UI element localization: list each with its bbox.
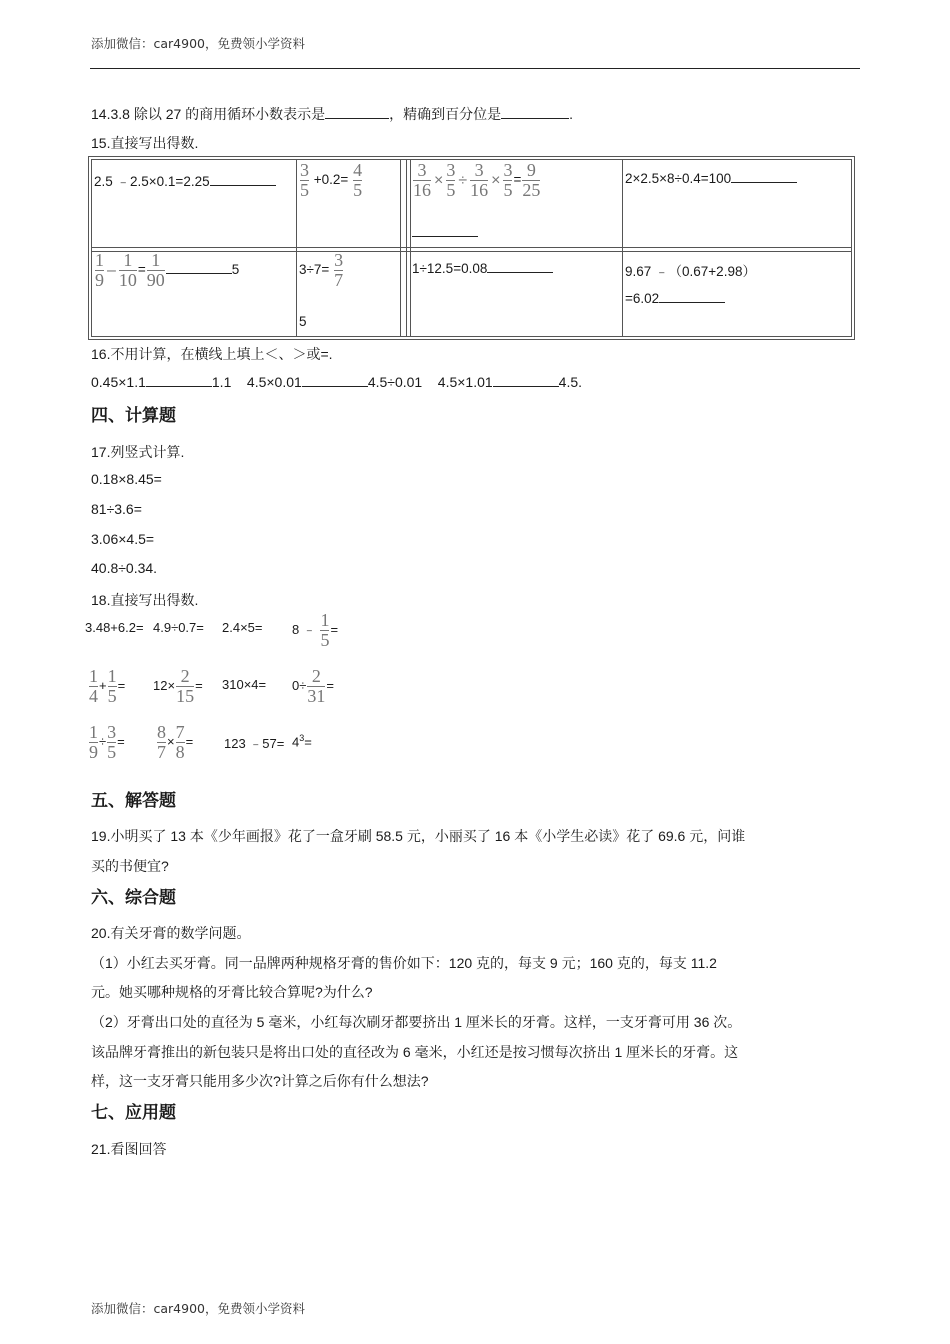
times-sign-2: × [491, 171, 501, 189]
q18-b1-eq: = [117, 677, 126, 693]
q18-b2-text: 12× [153, 677, 176, 693]
q14-blank-1[interactable] [325, 106, 389, 119]
section-4-heading: 四、计算题 [91, 406, 176, 426]
q19-line-1: 19.小明买了 13 本《少年画报》花了一盒牙刷 58.5 元，小丽买了 16 本《小学生必读》花了 69.6 元，问谁 [91, 828, 746, 844]
q18-title: 18.直接写出得数. [91, 592, 199, 608]
fraction-1-5b: $\frac{1}{5}$ [107, 666, 117, 706]
q15-r2c1 [94, 252, 239, 289]
divide-sign: ÷ [458, 171, 468, 189]
section-6-heading: 六、综合题 [91, 888, 176, 908]
fraction-4-5: $\frac{4}{5}$ [353, 160, 363, 200]
fraction-3-5b: $\frac{3}{5}$ [446, 160, 456, 200]
times-sign-3: × [167, 733, 175, 749]
page-header: 添加微信：car4900，免费领小学资料 [91, 36, 305, 51]
q18-a3: 2.4×5= [222, 620, 263, 635]
q15-r2c4-a: 9.67 ﹣（0.67+2.98） [625, 264, 756, 279]
q15-r2c2-text: 3÷7= [299, 262, 330, 278]
q16-blank-3[interactable] [493, 374, 559, 387]
q20-p2-line-3: 样，这一支牙膏只能用多少次?计算之后你有什么想法? [91, 1073, 429, 1089]
fraction-7-8: $\frac{7}{8}$ [175, 722, 185, 762]
q15-r1c4-text: 2×2.5×8÷0.4=100 [625, 171, 732, 186]
q18-b2 [153, 668, 203, 705]
fraction-3-16: $\frac{3}{16}$ [413, 160, 431, 200]
fraction-1-4: $\frac{1}{4}$ [89, 666, 98, 706]
q15-r1c3 [412, 162, 541, 199]
q18-a4 [292, 612, 338, 649]
q16-title: 16.不用计算，在横线上填上＜、＞或=. [91, 346, 333, 362]
q15-r2c1-eq: = [137, 262, 146, 278]
fraction-3-16b: $\frac{3}{16}$ [470, 160, 489, 200]
q18-a2: 4.9÷0.7= [153, 620, 204, 635]
q16-item3-right: 4.5. [558, 374, 583, 390]
fraction-1-90: $\frac{1}{90}$ [146, 250, 165, 290]
q18-c4 [292, 733, 312, 749]
fraction-1-9: $\frac{1}{9}$ [95, 250, 104, 290]
fraction-1-9b: $\frac{1}{9}$ [89, 722, 98, 762]
q16-items [91, 374, 582, 390]
fraction-2-31: $\frac{2}{31}$ [307, 666, 326, 706]
q18-b4-text: 0÷ [292, 677, 307, 693]
q15-r1c3-answer [412, 224, 478, 240]
q20-p1-line-1: （1）小红去买牙膏。同一品牌两种规格牙膏的售价如下：120 克的，每支 9 元；160 克的，每支 11.2 [91, 955, 717, 971]
q15-r2c4-b [625, 290, 725, 306]
q18-c4-eq: = [304, 734, 312, 750]
q18-b4-eq: = [326, 677, 334, 693]
q18-c2 [156, 724, 193, 761]
q15-title: 15.直接写出得数. [91, 135, 199, 151]
fraction-3-7: $\frac{3}{7}$ [334, 250, 344, 290]
q18-c3: 123 ﹣57= [224, 736, 285, 751]
question-14 [91, 104, 573, 124]
q18-a4-text: 8 ﹣ [292, 621, 316, 637]
q15-table [88, 156, 855, 340]
q15-r2c1-tail: 5 [231, 262, 240, 278]
q14-text-c: . [569, 106, 574, 122]
q19-line-2: 买的书便宜? [91, 858, 169, 874]
q20-p1-line-2: 元。她买哪种规格的牙膏比较合算呢?为什么? [91, 984, 373, 1000]
q15-r2c3-blank[interactable] [487, 260, 553, 273]
q18-b4 [292, 668, 334, 705]
q18-a4-eq: = [330, 621, 339, 637]
q16-item1-right: 1.1 [211, 374, 232, 390]
q18-c1-eq: = [117, 733, 125, 749]
section-7-heading: 七、应用题 [91, 1103, 176, 1123]
q16-item3-left: 4.5×1.01 [437, 374, 493, 390]
section-5-heading: 五、解答题 [91, 791, 176, 811]
q17-line-4: 40.8÷0.34. [91, 560, 158, 576]
q15-r1c1 [94, 170, 276, 190]
q14-blank-2[interactable] [501, 106, 569, 119]
q15-r2c4-text: =6.02 [625, 291, 660, 306]
q15-r1c3-blank[interactable] [412, 224, 478, 237]
header-rule [90, 68, 860, 69]
plus-sign: + [99, 677, 107, 693]
fraction-3-5c: $\frac{3}{5}$ [503, 160, 513, 200]
minus-sign: – [107, 261, 116, 279]
q17-line-2: 81÷3.6= [91, 501, 142, 517]
fraction-1-5: $\frac{1}{5}$ [320, 610, 330, 650]
q18-a1: 3.48+6.2= [85, 620, 144, 635]
fraction-9-25: $\frac{9}{25}$ [522, 160, 541, 200]
q21-title: 21.看图回答 [91, 1141, 167, 1157]
fraction-3-5: $\frac{3}{5}$ [300, 160, 309, 200]
q17-line-3: 3.06×4.5= [91, 531, 155, 547]
q15-r1c2 [299, 162, 363, 199]
times-sign: × [434, 171, 444, 189]
q17-title: 17.列竖式计算. [91, 444, 185, 460]
q18-c1 [88, 724, 125, 761]
q15-r2c3 [412, 260, 553, 276]
q16-item1-left: 0.45×1.1 [91, 374, 146, 390]
fraction-3-5d: $\frac{3}{5}$ [107, 722, 117, 762]
q18-c4-base: 4 [292, 734, 300, 750]
q14-text-a: 14.3.8 除以 27 的商用循环小数表示是 [91, 106, 326, 122]
q18-b3: 310×4= [222, 677, 267, 692]
q15-r2c2-tail: 5 [299, 314, 307, 329]
q15-r1c1-blank[interactable] [210, 173, 276, 186]
page-footer: 添加微信：car4900，免费领小学资料 [91, 1301, 305, 1316]
q18-b2-eq: = [195, 677, 203, 693]
q18-c4-exp: 3 [299, 733, 305, 743]
q14-text-b: ，精确到百分位是 [389, 106, 502, 122]
fraction-2-15: $\frac{2}{15}$ [176, 666, 195, 706]
q16-blank-1[interactable] [146, 374, 212, 387]
q15-r2c1-blank[interactable] [166, 261, 232, 274]
divide-sign-2: ÷ [99, 733, 107, 749]
q17-line-1: 0.18×8.45= [91, 471, 162, 487]
q15-r2c4-blank[interactable] [659, 290, 725, 303]
q15-r2c3-text: 1÷12.5=0.08 [412, 261, 488, 276]
q20-p2-line-1: （2）牙膏出口处的直径为 5 毫米，小红每次刷牙都要挤出 1 厘米长的牙膏。这样，一支牙膏可用 36 次。 [91, 1014, 742, 1030]
q15-r2c2 [299, 252, 344, 289]
q18-b1 [88, 668, 125, 705]
q15-r1c1-text: 2.5 ﹣2.5×0.1=2.25 [94, 174, 210, 189]
q15-r1c3-eq: = [513, 172, 522, 188]
q15-r1c4 [625, 170, 797, 186]
q20-title: 20.有关牙膏的数学问题。 [91, 925, 251, 941]
q16-item2-left: 4.5×0.01 [246, 374, 302, 390]
q20-p2-line-2: 该品牌牙膏推出的新包装只是将出口处的直径改为 6 毫米，小红还是按习惯每次挤出 1 厘米长的牙膏。这 [91, 1044, 739, 1060]
q15-r1c2-text: +0.2= [313, 172, 349, 188]
fraction-8-7: $\frac{8}{7}$ [157, 722, 166, 762]
q16-item2-right: 4.5÷0.01 [367, 374, 423, 390]
fraction-1-10: $\frac{1}{10}$ [118, 250, 137, 290]
q15-r1c4-blank[interactable] [731, 170, 797, 183]
q16-blank-2[interactable] [302, 374, 368, 387]
q18-c2-eq: = [185, 733, 194, 749]
